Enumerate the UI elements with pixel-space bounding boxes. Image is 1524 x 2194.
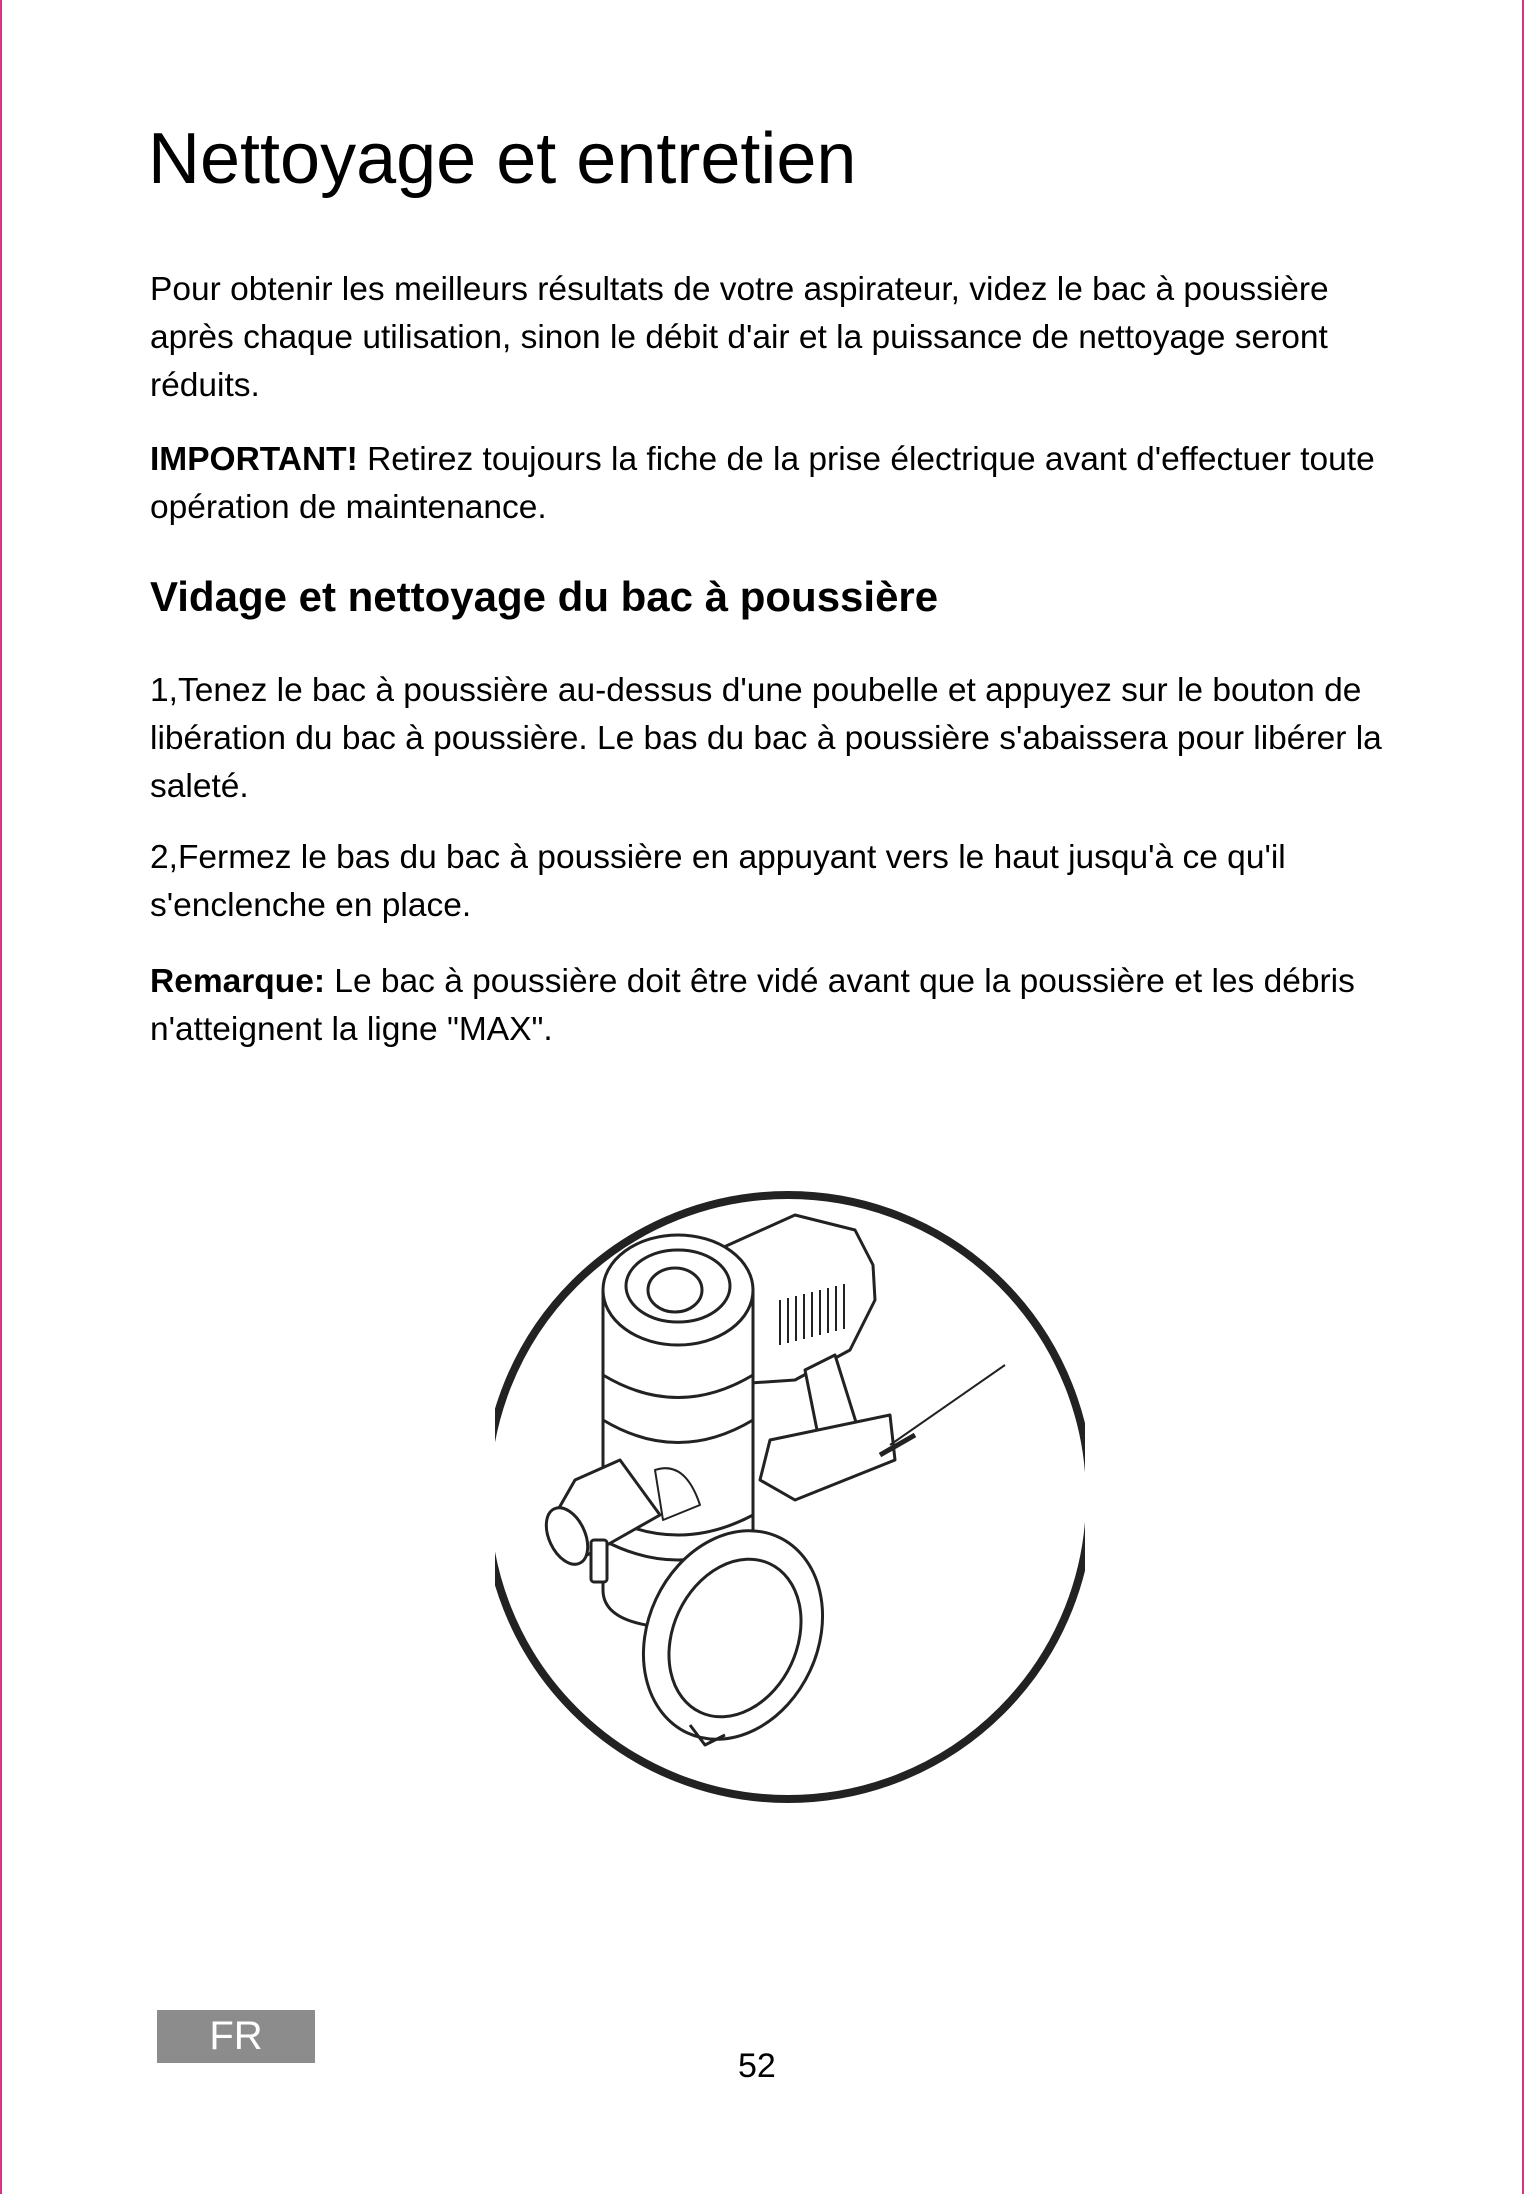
vacuum-dust-bin-illustration <box>495 1170 1085 1810</box>
section-title: Vidage et nettoyage du bac à poussière <box>150 573 939 620</box>
note-paragraph <box>150 958 1400 1054</box>
important-text: Retirez toujours la fiche de la prise électrique avant d'effectuer toute opération de maintenance. <box>150 441 1375 526</box>
intro-paragraph: Pour obtenir les meilleurs résultats de votre aspirateur, videz le bac à poussière après chaque utilisation, sinon le débit d'air et la puissance de nettoyage seront réduits. <box>150 271 1329 404</box>
note-label: Remarque: <box>150 963 325 1000</box>
page-title: Nettoyage et entretien <box>148 119 857 199</box>
page-number: 52 <box>738 2047 776 2085</box>
important-label: IMPORTANT! <box>150 441 358 478</box>
important-paragraph <box>150 436 1400 532</box>
page-border-left <box>0 0 2 2194</box>
language-badge: FR <box>157 2010 315 2063</box>
step-1: 1,Tenez le bac à poussière au-dessus d'une poubelle et appuyez sur le bouton de libération du bac à poussière. Le bas du bac à poussière s'abaissera pour libérer la saleté. <box>150 672 1382 805</box>
step-2: 2,Fermez le bas du bac à poussière en appuyant vers le haut jusqu'à ce qu'il s'enclenche en place. <box>150 839 1286 924</box>
note-text: Le bac à poussière doit être vidé avant que la poussière et les débris n'atteignent la ligne "MAX". <box>150 963 1355 1048</box>
